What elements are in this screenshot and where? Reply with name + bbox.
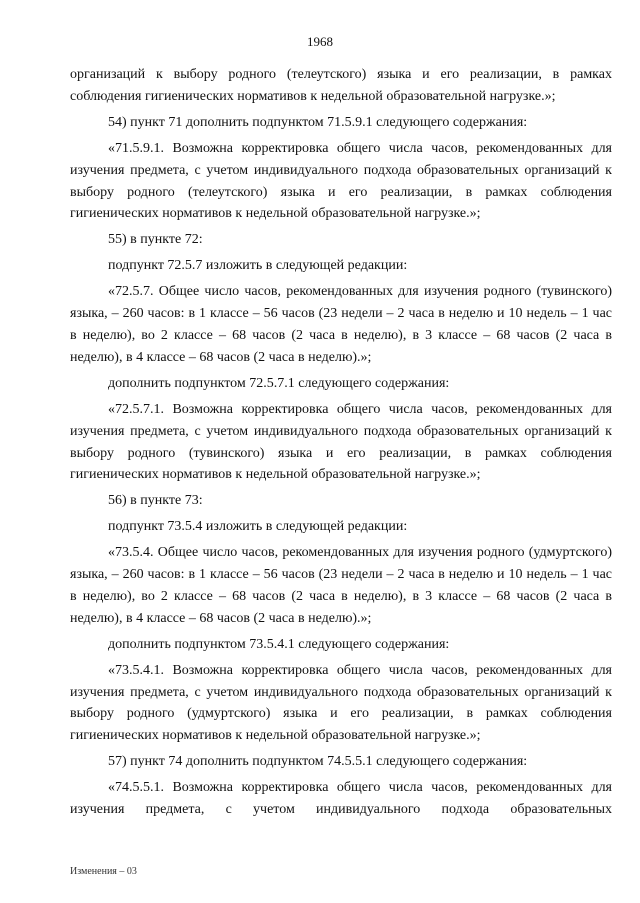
paragraph-6: «72.5.7. Общее число часов, рекомендованных для изучения родного (тувинского) языка, – 260 часов: в 1 классе – 56 часов (23 недели – 2 часа в неделю и 10 недель – 1 час в неделю), во 2 классе – 68 часов (2 часа в неделю), в 3 классе – 68 часов (2 часа в неделю), в 4 классе – 68 часов (2 часа в неделю).»; xyxy=(70,284,612,365)
paragraph-10: подпункт 73.5.4 изложить в следующей редакции: xyxy=(108,519,408,535)
paragraph-14: 57) пункт 74 дополнить подпунктом 74.5.5.1 следующего содержания: xyxy=(108,754,528,770)
paragraph-12: дополнить подпунктом 73.5.4.1 следующего содержания: xyxy=(108,636,450,652)
paragraph-7: дополнить подпунктом 72.5.7.1 следующего содержания: xyxy=(108,375,450,391)
paragraph-8: «72.5.7.1. Возможна корректировка общего числа часов, рекомендованных для изучения предмета, с учетом индивидуального подхода образовательных организаций к выбору родного (тувинского) языка и его реализации, в рамках соблюдения гигиенических нормативов к недельной образовательной нагрузке.»; xyxy=(70,401,612,483)
paragraph-13: «73.5.4.1. Возможна корректировка общего числа часов, рекомендованных для изучения предмета, с учетом индивидуального подхода образовательных организаций к выбору родного (удмуртского) языка и его реализации, в рамках соблюдения гигиенических нормативов к недельной образовательной нагрузке.»; xyxy=(70,662,612,744)
paragraph-5: подпункт 72.5.7 изложить в следующей редакции: xyxy=(108,258,408,274)
paragraph-11: «73.5.4. Общее число часов, рекомендованных для изучения родного (удмуртского) языка, – 260 часов: в 1 классе – 56 часов (23 недели – 2 часа в неделю и 10 недель – 1 час в неделю), во 2 классе – 68 часов (2 часа в неделю), в 3 классе – 68 часов (2 часа в неделю), в 4 классе – 68 часов (2 часа в неделю).»; xyxy=(70,545,612,626)
paragraph-15: «74.5.5.1. Возможна корректировка общего числа часов, рекомендованных для изучения предмета, с учетом индивидуального подхода образовательных xyxy=(70,780,612,818)
paragraph-4: 55) в пункте 72: xyxy=(108,232,203,248)
paragraph-3: «71.5.9.1. Возможна корректировка общего числа часов, рекомендованных для изучения предмета, с учетом индивидуального подхода образовательных организаций к выбору родного (телеутского) языка и его реализации, в рамках соблюдения гигиенических нормативов к недельной образовательной нагрузке.»; xyxy=(70,140,612,222)
document-body xyxy=(70,64,612,825)
paragraph-9: 56) в пункте 73: xyxy=(108,493,203,509)
paragraph-1: организаций к выбору родного (телеутского) языка и его реализации, в рамках соблюдения гигиенических нормативов к недельной образовательной нагрузке.»; xyxy=(70,67,612,104)
paragraph-2: 54) пункт 71 дополнить подпунктом 71.5.9.1 следующего содержания: xyxy=(108,114,528,130)
footer-note: Изменения – 03 xyxy=(70,866,137,877)
page-number: 1968 xyxy=(307,34,333,49)
